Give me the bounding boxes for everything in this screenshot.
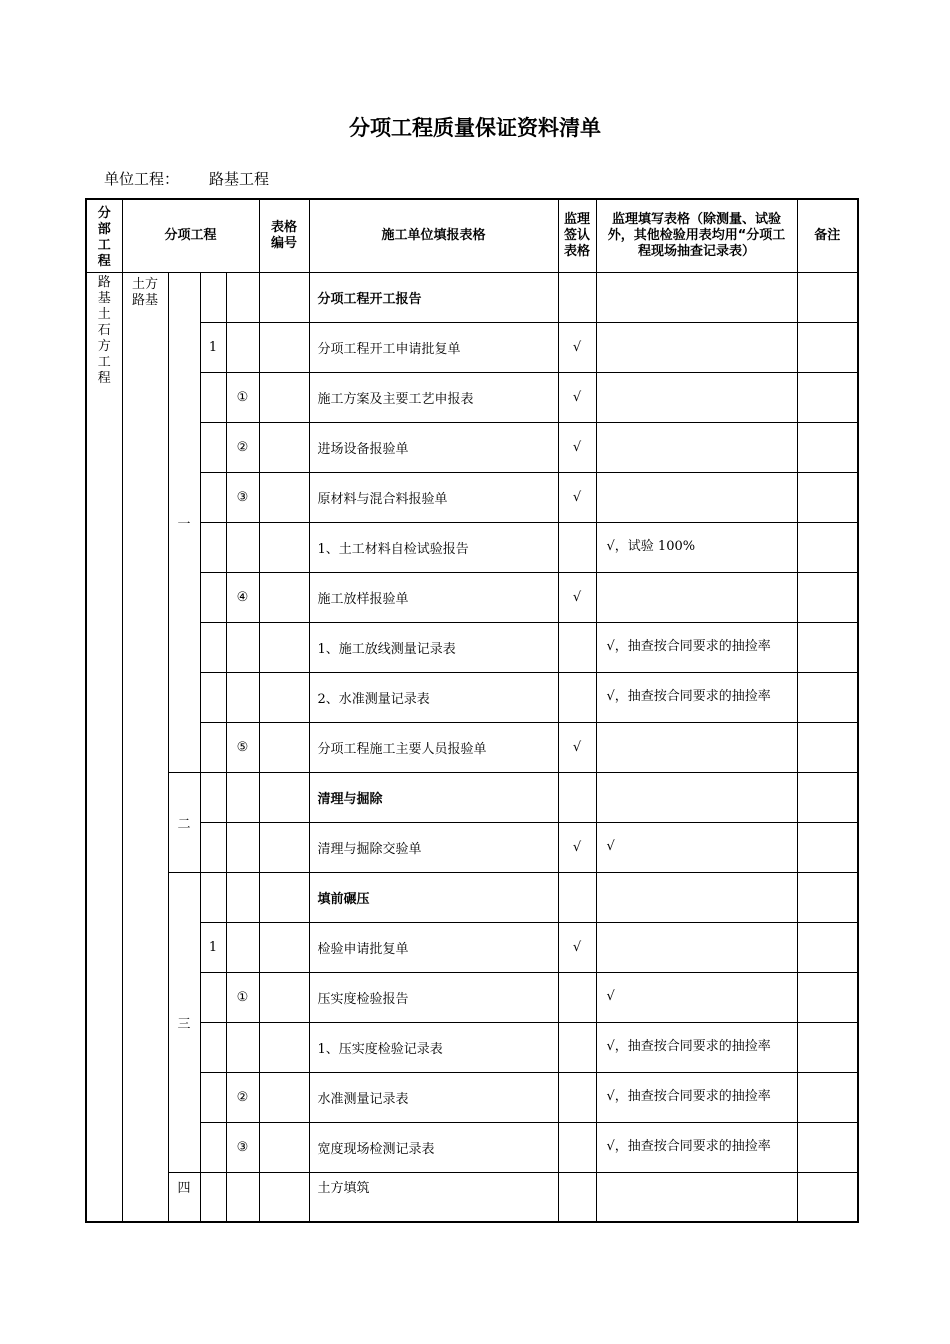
remark-cell bbox=[797, 422, 858, 472]
level2-cell bbox=[226, 522, 259, 572]
form-name-cell: 清理与掘除 bbox=[309, 772, 558, 822]
form-name-cell: 1、压实度检验记录表 bbox=[309, 1022, 558, 1072]
header-biaoge bbox=[259, 199, 309, 272]
level1-cell bbox=[200, 622, 226, 672]
fenxiang-name: 土方 路基 bbox=[131, 276, 158, 308]
form-name-cell: 水准测量记录表 bbox=[309, 1072, 558, 1122]
header-biaoge-text: 表格 编号 bbox=[271, 219, 298, 251]
level2-cell: ⑤ bbox=[226, 722, 259, 772]
remark-cell bbox=[797, 572, 858, 622]
sign-cell bbox=[558, 672, 596, 722]
header-fenbu bbox=[86, 199, 122, 272]
level2-cell: ① bbox=[226, 972, 259, 1022]
remark-cell bbox=[797, 722, 858, 772]
table-row bbox=[86, 722, 858, 772]
form-number-cell bbox=[259, 522, 309, 572]
note-cell bbox=[596, 572, 797, 622]
table-row bbox=[86, 672, 858, 722]
note-cell bbox=[596, 772, 797, 822]
level1-cell bbox=[200, 822, 226, 872]
table-row bbox=[86, 322, 858, 372]
form-number-cell bbox=[259, 572, 309, 622]
form-name-cell: 填前碾压 bbox=[309, 872, 558, 922]
fenxiang-cell bbox=[122, 272, 168, 1222]
level1-cell bbox=[200, 272, 226, 322]
form-name-cell: 施工方案及主要工艺申报表 bbox=[309, 372, 558, 422]
sign-cell bbox=[558, 972, 596, 1022]
header-beizhu: 备注 bbox=[797, 199, 858, 272]
note-cell: √，抽查按合同要求的抽捡率 bbox=[596, 1022, 797, 1072]
form-name-cell: 清理与掘除交验单 bbox=[309, 822, 558, 872]
table-row bbox=[86, 472, 858, 522]
form-name-cell: 1、施工放线测量记录表 bbox=[309, 622, 558, 672]
note-cell bbox=[596, 272, 797, 322]
form-number-cell bbox=[259, 372, 309, 422]
sign-cell: √ bbox=[558, 372, 596, 422]
remark-cell bbox=[797, 872, 858, 922]
note-cell: √，抽查按合同要求的抽捡率 bbox=[596, 622, 797, 672]
form-number-cell bbox=[259, 922, 309, 972]
sign-cell: √ bbox=[558, 822, 596, 872]
note-cell: √，试验 100% bbox=[596, 522, 797, 572]
note-cell: √，抽查按合同要求的抽捡率 bbox=[596, 672, 797, 722]
remark-cell bbox=[797, 922, 858, 972]
level1-cell bbox=[200, 472, 226, 522]
table-row bbox=[86, 372, 858, 422]
level1-cell bbox=[200, 572, 226, 622]
level2-cell: ③ bbox=[226, 472, 259, 522]
sign-cell bbox=[558, 872, 596, 922]
remark-cell bbox=[797, 772, 858, 822]
table-row bbox=[86, 922, 858, 972]
level2-cell: ④ bbox=[226, 572, 259, 622]
segment-cell: 三 bbox=[168, 872, 200, 1172]
form-name-cell: 分项工程开工报告 bbox=[309, 272, 558, 322]
header-fenxiang: 分项工程 bbox=[122, 199, 259, 272]
sign-cell bbox=[558, 772, 596, 822]
level1-cell: 1 bbox=[200, 922, 226, 972]
remark-cell bbox=[797, 1122, 858, 1172]
sign-cell bbox=[558, 272, 596, 322]
sign-cell bbox=[558, 1172, 596, 1222]
note-cell: √ bbox=[596, 972, 797, 1022]
remark-cell bbox=[797, 1072, 858, 1122]
form-number-cell bbox=[259, 872, 309, 922]
table-row bbox=[86, 622, 858, 672]
level1-cell bbox=[200, 422, 226, 472]
header-row bbox=[86, 199, 858, 272]
table-row bbox=[86, 972, 858, 1022]
form-number-cell bbox=[259, 422, 309, 472]
remark-cell bbox=[797, 322, 858, 372]
level2-cell bbox=[226, 672, 259, 722]
unit-project-label: 单位工程： bbox=[104, 170, 180, 188]
form-name-cell: 分项工程施工主要人员报验单 bbox=[309, 722, 558, 772]
remark-cell bbox=[797, 1022, 858, 1072]
table-row bbox=[86, 1172, 858, 1222]
quality-document-table bbox=[85, 198, 859, 1223]
form-name-cell: 检验申请批复单 bbox=[309, 922, 558, 972]
level2-cell bbox=[226, 922, 259, 972]
note-cell: √，抽查按合同要求的抽捡率 bbox=[596, 1072, 797, 1122]
level1-cell bbox=[200, 1072, 226, 1122]
form-name-cell: 1、土工材料自检试验报告 bbox=[309, 522, 558, 572]
sign-cell: √ bbox=[558, 922, 596, 972]
level2-cell bbox=[226, 622, 259, 672]
segment-cell: 二 bbox=[168, 772, 200, 872]
unit-project-line bbox=[104, 168, 269, 189]
level1-cell bbox=[200, 972, 226, 1022]
form-name-cell: 宽度现场检测记录表 bbox=[309, 1122, 558, 1172]
form-number-cell bbox=[259, 272, 309, 322]
level1-cell bbox=[200, 722, 226, 772]
form-name-cell: 压实度检验报告 bbox=[309, 972, 558, 1022]
header-shigong: 施工单位填报表格 bbox=[309, 199, 558, 272]
remark-cell bbox=[797, 472, 858, 522]
form-number-cell bbox=[259, 1122, 309, 1172]
note-cell bbox=[596, 922, 797, 972]
form-number-cell bbox=[259, 322, 309, 372]
form-name-cell: 原材料与混合料报验单 bbox=[309, 472, 558, 522]
level2-cell: ① bbox=[226, 372, 259, 422]
level2-cell bbox=[226, 322, 259, 372]
level1-cell: 1 bbox=[200, 322, 226, 372]
remark-cell bbox=[797, 972, 858, 1022]
sign-cell bbox=[558, 1122, 596, 1172]
table-row bbox=[86, 1122, 858, 1172]
remark-cell bbox=[797, 372, 858, 422]
level1-cell bbox=[200, 872, 226, 922]
table-row bbox=[86, 422, 858, 472]
table-row bbox=[86, 522, 858, 572]
level2-cell bbox=[226, 272, 259, 322]
remark-cell bbox=[797, 1172, 858, 1222]
remark-cell bbox=[797, 622, 858, 672]
fenbu-name: 路 基 土 石 方 工 程 bbox=[97, 274, 111, 386]
form-name-cell: 2、水准测量记录表 bbox=[309, 672, 558, 722]
table-row bbox=[86, 772, 858, 822]
header-fenbu-text: 分 部 工 程 bbox=[97, 205, 111, 269]
level1-cell bbox=[200, 522, 226, 572]
form-name-cell: 土方填筑 bbox=[309, 1172, 558, 1222]
sign-cell: √ bbox=[558, 572, 596, 622]
note-cell: √ bbox=[596, 822, 797, 872]
remark-cell bbox=[797, 272, 858, 322]
note-cell bbox=[596, 722, 797, 772]
level2-cell bbox=[226, 872, 259, 922]
form-number-cell bbox=[259, 1172, 309, 1222]
level1-cell bbox=[200, 372, 226, 422]
table-row bbox=[86, 1022, 858, 1072]
level1-cell bbox=[200, 772, 226, 822]
form-number-cell bbox=[259, 672, 309, 722]
level1-cell bbox=[200, 1172, 226, 1222]
level1-cell bbox=[200, 1122, 226, 1172]
sign-cell: √ bbox=[558, 722, 596, 772]
note-cell bbox=[596, 372, 797, 422]
table-row bbox=[86, 572, 858, 622]
form-number-cell bbox=[259, 1022, 309, 1072]
table-row bbox=[86, 1072, 858, 1122]
note-cell bbox=[596, 1172, 797, 1222]
sign-cell: √ bbox=[558, 472, 596, 522]
note-cell bbox=[596, 322, 797, 372]
level2-cell: ② bbox=[226, 422, 259, 472]
table-row bbox=[86, 872, 858, 922]
note-cell bbox=[596, 422, 797, 472]
note-cell bbox=[596, 872, 797, 922]
sign-cell: √ bbox=[558, 422, 596, 472]
form-name-cell: 进场设备报验单 bbox=[309, 422, 558, 472]
header-jianli-sign bbox=[558, 199, 596, 272]
sign-cell: √ bbox=[558, 322, 596, 372]
remark-cell bbox=[797, 822, 858, 872]
unit-project-value: 路基工程 bbox=[209, 170, 270, 188]
sign-cell bbox=[558, 522, 596, 572]
sign-cell bbox=[558, 622, 596, 672]
level2-cell: ③ bbox=[226, 1122, 259, 1172]
segment-cell: 四 bbox=[168, 1172, 200, 1222]
level2-cell bbox=[226, 1172, 259, 1222]
level2-cell bbox=[226, 822, 259, 872]
form-number-cell bbox=[259, 822, 309, 872]
level2-cell bbox=[226, 1022, 259, 1072]
remark-cell bbox=[797, 672, 858, 722]
form-number-cell bbox=[259, 472, 309, 522]
level1-cell bbox=[200, 1022, 226, 1072]
form-number-cell bbox=[259, 722, 309, 772]
sign-cell bbox=[558, 1022, 596, 1072]
table-row bbox=[86, 272, 858, 322]
fenbu-cell bbox=[86, 272, 122, 1222]
header-jianli-fill: 监理填写表格（除测量、试验外，其他检验用表均用“分项工程现场抽查记录表） bbox=[596, 199, 797, 272]
segment-cell: 一 bbox=[168, 272, 200, 772]
level2-cell bbox=[226, 772, 259, 822]
remark-cell bbox=[797, 522, 858, 572]
document-title: 分项工程质量保证资料清单 bbox=[349, 116, 601, 140]
note-cell bbox=[596, 472, 797, 522]
sign-cell bbox=[558, 1072, 596, 1122]
form-number-cell bbox=[259, 972, 309, 1022]
form-number-cell bbox=[259, 772, 309, 822]
form-name-cell: 施工放样报验单 bbox=[309, 572, 558, 622]
table-row bbox=[86, 822, 858, 872]
header-jianli-sign-text: 监理 签认 表格 bbox=[564, 211, 591, 259]
level2-cell: ② bbox=[226, 1072, 259, 1122]
form-number-cell bbox=[259, 1072, 309, 1122]
note-cell: √，抽查按合同要求的抽捡率 bbox=[596, 1122, 797, 1172]
form-name-cell: 分项工程开工申请批复单 bbox=[309, 322, 558, 372]
level1-cell bbox=[200, 672, 226, 722]
form-number-cell bbox=[259, 622, 309, 672]
